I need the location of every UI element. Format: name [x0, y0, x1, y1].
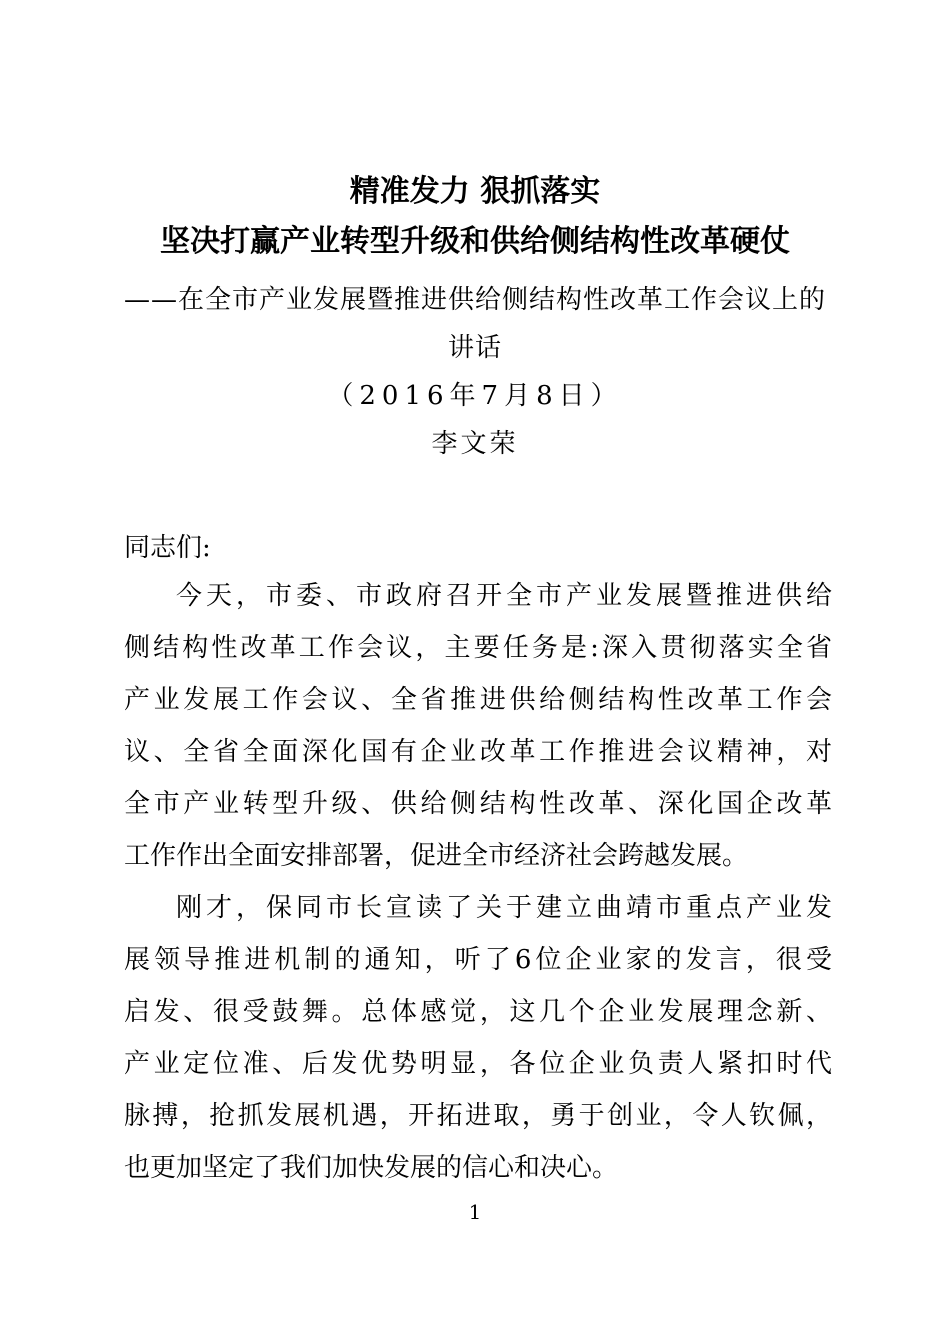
paragraph-1-line-5: 全市产业转型升级、供给侧结构性改革、深化国企改革 — [124, 789, 832, 819]
page-number: 1 — [468, 1200, 482, 1224]
salutation: 同志们: — [124, 533, 211, 563]
paragraph-2-line-3: 启发、很受鼓舞。总体感觉，这几个企业发展理念新、 — [124, 997, 832, 1027]
paragraph-2-line-1: 刚才，保同市长宣读了关于建立曲靖市重点产业发 — [176, 893, 832, 923]
paragraph-1-line-2: 侧结构性改革工作会议，主要任务是:深入贯彻落实全省 — [124, 633, 832, 663]
paragraph-2-line-4: 产业定位准、后发优势明显，各位企业负责人紧扣时代 — [124, 1049, 832, 1079]
title-line-1: 精准发力 狠抓落实 — [349, 174, 601, 209]
author-name: 李文荣 — [431, 429, 519, 459]
paragraph-1-line-3: 产业发展工作会议、全省推进供给侧结构性改革工作会 — [124, 685, 832, 715]
subtitle-line-2: 讲话 — [447, 333, 502, 363]
paragraph-1-line-4: 议、全省全面深化国有企业改革工作推进会议精神，对 — [124, 737, 832, 767]
title-line-2: 坚决打赢产业转型升级和供给侧结构性改革硬仗 — [160, 224, 790, 259]
paragraph-1-line-6: 工作作出全面安排部署，促进全市经济社会跨越发展。 — [124, 841, 749, 871]
paragraph-2-line-5: 脉搏，抢抓发展机遇，开拓进取，勇于创业，令人钦佩， — [124, 1101, 832, 1131]
subtitle-line-1: ——在全市产业发展暨推进供给侧结构性改革工作会议上的 — [123, 285, 826, 315]
paragraph-2-line-2: 展领导推进机制的通知，听了6位企业家的发言，很受 — [124, 945, 832, 975]
paragraph-2-line-6: 也更加坚定了我们加快发展的信心和决心。 — [124, 1153, 619, 1183]
speech-date: （2016年7月8日） — [327, 381, 623, 411]
paragraph-1-line-1: 今天，市委、市政府召开全市产业发展暨推进供给 — [176, 581, 832, 611]
